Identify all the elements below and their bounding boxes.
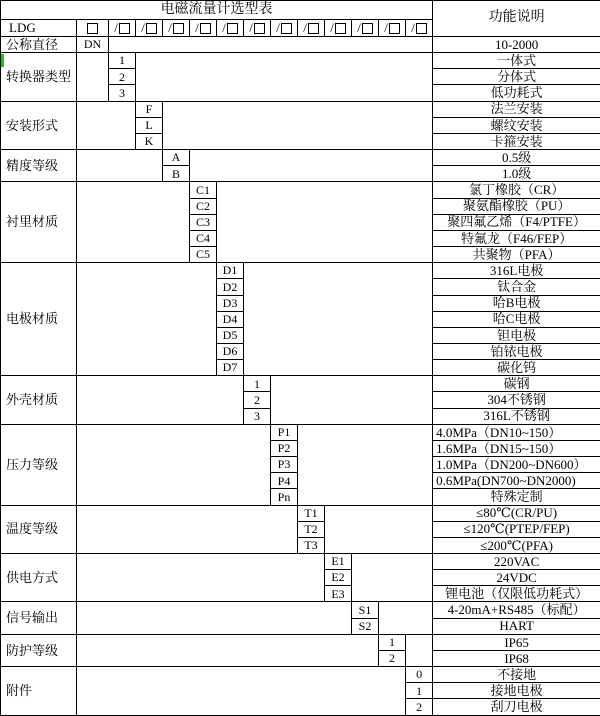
desc-cell: ≤120℃(PTEP/FEP) <box>433 521 600 537</box>
spacer-cell <box>77 554 325 602</box>
table-row <box>1 53 600 69</box>
code-cell: C4 <box>190 230 217 246</box>
desc-cell: 24VDC <box>433 570 600 586</box>
box-icon <box>335 23 346 34</box>
slash-icon: / <box>249 20 253 36</box>
slash-icon: / <box>384 20 388 36</box>
code-cell: DN <box>77 37 109 53</box>
category-label: 精度等级 <box>1 150 77 182</box>
code-cell: E2 <box>325 570 352 586</box>
desc-cell: IP65 <box>433 634 600 650</box>
spacer-cell <box>77 667 406 716</box>
function-header: 功能说明 <box>433 1 600 37</box>
desc-cell: 1.0MPa（DN200~DN600） <box>433 457 600 473</box>
slash-icon: / <box>141 20 145 36</box>
spacer-cell <box>77 505 298 553</box>
table-row <box>1 182 600 198</box>
code-cell: E1 <box>325 554 352 570</box>
spacer-cell <box>298 424 433 505</box>
spacer-cell <box>217 182 433 263</box>
code-cell: P3 <box>271 457 298 473</box>
code-cell: D1 <box>217 263 244 279</box>
box-icon <box>87 23 98 34</box>
code-cell: F <box>136 101 163 117</box>
code-cell: K <box>136 133 163 149</box>
box-icon <box>146 23 157 34</box>
table-row <box>1 37 600 53</box>
slash-icon: / <box>303 20 307 36</box>
model-slash-box-cell <box>244 20 271 37</box>
spacer-cell <box>77 424 271 505</box>
desc-cell: ≤200℃(PFA) <box>433 537 600 553</box>
table-row <box>1 505 600 521</box>
spacer-cell <box>77 182 190 263</box>
box-icon <box>308 23 319 34</box>
code-cell: D3 <box>217 295 244 311</box>
desc-cell: 碳化钨 <box>433 360 600 376</box>
code-cell: T1 <box>298 505 325 521</box>
slash-icon: / <box>114 20 118 36</box>
desc-cell: 哈C电极 <box>433 311 600 327</box>
desc-cell: 0.5级 <box>433 150 600 166</box>
category-label: 安装形式 <box>1 101 77 149</box>
table-row <box>1 376 600 392</box>
code-cell: 3 <box>109 85 136 101</box>
code-cell: A <box>163 150 190 166</box>
model-slash-box-cell <box>352 20 379 37</box>
code-cell: C5 <box>190 247 217 263</box>
slash-icon: / <box>222 20 226 36</box>
desc-cell: 316L电极 <box>433 263 600 279</box>
desc-cell: 不接地 <box>433 667 600 683</box>
spacer-cell <box>136 53 433 101</box>
code-cell: C1 <box>190 182 217 198</box>
category-label: 温度等级 <box>1 505 77 553</box>
desc-cell: 特氟龙（F46/FEP） <box>433 230 600 246</box>
desc-cell: 10-2000 <box>433 37 600 53</box>
selection-table-body <box>1 1 600 716</box>
spacer-cell <box>77 263 217 376</box>
table-row <box>1 150 600 166</box>
code-cell: S1 <box>352 602 379 618</box>
desc-cell: 刮刀电极 <box>433 699 600 716</box>
desc-cell: 卡箍安装 <box>433 133 600 149</box>
category-label: 供电方式 <box>1 554 77 602</box>
spacer-cell <box>77 150 163 182</box>
category-label: 转换器类型 <box>1 53 77 101</box>
category-label: 外壳材质 <box>1 376 77 424</box>
desc-cell: 4.0MPa（DN10~150） <box>433 424 600 440</box>
code-cell: 1 <box>406 683 433 699</box>
code-cell: 2 <box>406 699 433 716</box>
spacer-cell <box>325 505 433 553</box>
model-slash-box-cell <box>271 20 298 37</box>
table-row <box>1 263 600 279</box>
code-cell: E3 <box>325 586 352 602</box>
code-cell: 2 <box>379 650 406 666</box>
box-icon <box>416 23 427 34</box>
desc-cell: 316L不锈钢 <box>433 408 600 424</box>
spacer-cell <box>77 53 109 101</box>
code-cell: Pn <box>271 489 298 505</box>
desc-cell: 特殊定制 <box>433 489 600 505</box>
desc-cell: IP68 <box>433 650 600 666</box>
code-cell: B <box>163 166 190 182</box>
box-icon <box>362 23 373 34</box>
code-cell: C2 <box>190 198 217 214</box>
spacer-cell <box>77 602 352 634</box>
category-label: 信号输出 <box>1 602 77 634</box>
desc-cell: 共聚物（PFA） <box>433 247 600 263</box>
spacer-cell <box>163 101 433 149</box>
table-row <box>1 424 600 440</box>
model-slash-box-cell <box>325 20 352 37</box>
code-cell: 3 <box>244 408 271 424</box>
model-slash-box-cell <box>136 20 163 37</box>
spacer-cell <box>77 376 244 424</box>
code-cell: T3 <box>298 537 325 553</box>
desc-cell: HART <box>433 618 600 634</box>
code-cell: D4 <box>217 311 244 327</box>
code-cell: 1 <box>244 376 271 392</box>
model-prefix: LDG <box>1 20 77 37</box>
desc-cell: 304不锈钢 <box>433 392 600 408</box>
desc-cell: 聚四氟乙烯（F4/PTFE） <box>433 214 600 230</box>
desc-cell: 一体式 <box>433 53 600 69</box>
code-cell: 1 <box>379 634 406 650</box>
category-label: 压力等级 <box>1 424 77 505</box>
model-slash-box-cell <box>163 20 190 37</box>
slash-icon: / <box>168 20 172 36</box>
model-box-cell <box>77 20 109 37</box>
desc-cell: 碳钢 <box>433 376 600 392</box>
code-cell: D2 <box>217 279 244 295</box>
code-cell: P2 <box>271 440 298 456</box>
code-cell: 0 <box>406 667 433 683</box>
code-cell: P4 <box>271 473 298 489</box>
code-cell: C3 <box>190 214 217 230</box>
spacer-cell <box>109 37 433 53</box>
desc-cell: 4-20mA+RS485（标配） <box>433 602 600 618</box>
desc-cell: 聚氨酯橡胶（PU） <box>433 198 600 214</box>
model-slash-box-cell <box>217 20 244 37</box>
table-row <box>1 554 600 570</box>
model-slash-box-cell <box>190 20 217 37</box>
table-row <box>1 634 600 650</box>
slash-icon: / <box>411 20 415 36</box>
model-slash-box-cell <box>406 20 433 37</box>
model-slash-box-cell <box>298 20 325 37</box>
table-row <box>1 101 600 117</box>
code-cell: D6 <box>217 343 244 359</box>
code-cell: P1 <box>271 424 298 440</box>
table-row <box>1 602 600 618</box>
code-cell: D5 <box>217 327 244 343</box>
desc-cell: 氯丁橡胶（CR） <box>433 182 600 198</box>
desc-cell: 1.6MPa（DN15~150） <box>433 440 600 456</box>
desc-cell: 螺纹安装 <box>433 117 600 133</box>
spacer-cell <box>190 150 433 182</box>
box-icon <box>281 23 292 34</box>
code-cell: D7 <box>217 360 244 376</box>
box-icon <box>389 23 400 34</box>
desc-cell: 0.6MPa(DN700~DN2000) <box>433 473 600 489</box>
spacer-cell <box>77 101 136 149</box>
spacer-cell <box>352 554 433 602</box>
desc-cell: 分体式 <box>433 69 600 85</box>
slash-icon: / <box>195 20 199 36</box>
code-cell: 2 <box>244 392 271 408</box>
box-icon <box>173 23 184 34</box>
desc-cell: 锂电池（仅限低功耗式） <box>433 586 600 602</box>
box-icon <box>227 23 238 34</box>
spacer-cell <box>379 602 433 634</box>
page-title: 电磁流量计选型表 <box>1 1 433 20</box>
code-cell: 2 <box>109 69 136 85</box>
spacer-cell <box>244 263 433 376</box>
model-slash-box-cell <box>379 20 406 37</box>
slash-icon: / <box>357 20 361 36</box>
desc-cell: ≤80℃(CR/PU) <box>433 505 600 521</box>
category-label: 附件 <box>1 667 77 716</box>
spacer-cell <box>77 634 379 666</box>
model-slash-box-cell <box>109 20 136 37</box>
desc-cell: 哈B电极 <box>433 295 600 311</box>
code-cell: T2 <box>298 521 325 537</box>
desc-cell: 钽电极 <box>433 327 600 343</box>
table-row <box>1 1 600 20</box>
category-label: 衬里材质 <box>1 182 77 263</box>
category-label: 电极材质 <box>1 263 77 376</box>
slash-icon: / <box>330 20 334 36</box>
desc-cell: 钛合金 <box>433 279 600 295</box>
code-cell: 1 <box>109 53 136 69</box>
slash-icon: / <box>276 20 280 36</box>
spacer-cell <box>406 634 433 666</box>
desc-cell: 1.0级 <box>433 166 600 182</box>
code-cell: L <box>136 117 163 133</box>
category-label: 公称直径 <box>1 37 77 53</box>
box-icon <box>254 23 265 34</box>
spacer-cell <box>271 376 433 424</box>
box-icon <box>200 23 211 34</box>
desc-cell: 铂铱电极 <box>433 343 600 359</box>
category-label: 防护等级 <box>1 634 77 666</box>
desc-cell: 接地电极 <box>433 683 600 699</box>
box-icon <box>119 23 130 34</box>
table-row <box>1 667 600 683</box>
code-cell: S2 <box>352 618 379 634</box>
desc-cell: 220VAC <box>433 554 600 570</box>
desc-cell: 低功耗式 <box>433 85 600 101</box>
desc-cell: 法兰安装 <box>433 101 600 117</box>
